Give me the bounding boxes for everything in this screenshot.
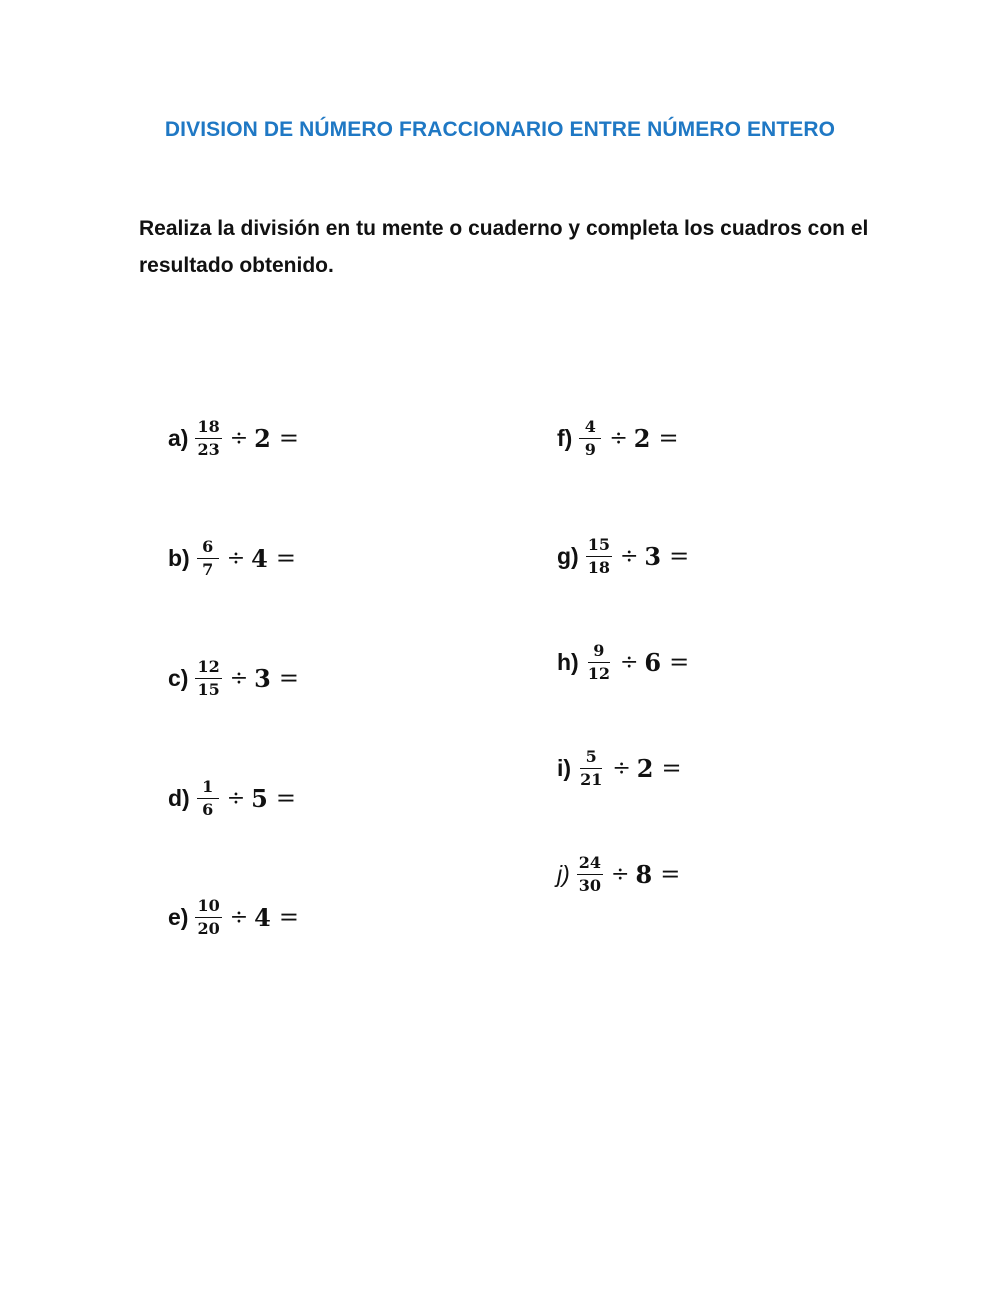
equals-sign: =	[658, 424, 679, 452]
fraction	[586, 535, 612, 577]
equals-sign: =	[660, 860, 681, 888]
problem-label: i)	[557, 754, 572, 781]
divisor: 2	[636, 753, 654, 783]
problem-g	[557, 531, 689, 581]
problem-label: g)	[557, 542, 579, 569]
fraction-numerator: 4	[579, 417, 601, 439]
problem-label: e)	[168, 903, 189, 930]
problem-label: f)	[557, 424, 573, 451]
problem-label: b)	[168, 544, 190, 571]
fraction-denominator: 12	[587, 664, 610, 683]
problem-i	[557, 743, 682, 793]
fraction	[197, 777, 219, 819]
divide-sign: ÷	[226, 785, 246, 811]
divisor: 3	[254, 663, 271, 693]
fraction-denominator: 23	[197, 440, 220, 459]
problem-j	[557, 849, 680, 899]
fraction	[577, 853, 603, 895]
fraction-numerator: 9	[588, 641, 610, 663]
divisor: 8	[635, 859, 653, 889]
fraction	[586, 641, 612, 683]
problem-label: d)	[168, 784, 190, 811]
problem-label: h)	[557, 648, 579, 675]
equals-sign: =	[669, 542, 690, 570]
divide-sign: ÷	[619, 543, 639, 569]
equals-sign: =	[661, 754, 682, 782]
fraction	[195, 896, 221, 938]
divide-sign: ÷	[609, 425, 628, 451]
equals-sign: =	[278, 903, 299, 931]
divisor: 4	[251, 543, 268, 573]
problem-e	[168, 892, 299, 942]
equals-sign: =	[669, 648, 690, 676]
fraction	[195, 657, 221, 699]
problem-a	[168, 413, 299, 463]
fraction-numerator: 18	[195, 417, 221, 439]
divide-sign: ÷	[229, 904, 249, 930]
worksheet-title: DIVISION DE NÚMERO FRACCIONARIO ENTRE NÚMERO ENTERO	[164, 118, 836, 141]
problem-d	[168, 773, 296, 823]
divisor: 4	[254, 902, 271, 932]
problem-c	[168, 653, 299, 703]
equals-sign: =	[278, 664, 299, 692]
divide-sign: ÷	[619, 649, 639, 675]
problem-f	[557, 413, 679, 463]
problem-h	[557, 637, 689, 687]
fraction-denominator: 20	[197, 919, 220, 938]
fraction	[197, 537, 219, 579]
problem-label: c)	[168, 664, 189, 691]
problem-label: a)	[168, 424, 189, 451]
fraction-numerator: 5	[580, 747, 602, 769]
divide-sign: ÷	[611, 861, 630, 887]
equals-sign: =	[278, 424, 299, 452]
fraction-numerator: 12	[195, 657, 221, 679]
divide-sign: ÷	[612, 755, 631, 781]
fraction-denominator: 9	[584, 440, 596, 459]
fraction-denominator: 6	[202, 800, 214, 819]
fraction-numerator: 1	[197, 777, 219, 799]
divide-sign: ÷	[229, 665, 249, 691]
fraction-numerator: 24	[577, 853, 603, 875]
divisor: 2	[254, 423, 271, 453]
fraction	[195, 417, 221, 459]
fraction-denominator: 7	[202, 560, 214, 579]
fraction-denominator: 15	[197, 680, 220, 699]
fraction-numerator: 15	[586, 535, 612, 557]
fraction-denominator: 21	[580, 770, 603, 789]
problem-label: j)	[557, 860, 570, 887]
divisor: 3	[644, 541, 662, 571]
divisor: 5	[251, 783, 268, 813]
fraction	[579, 417, 601, 459]
instructions-text: Realiza la división en tu mente o cuaderno y completa los cuadros con el resultado obtenido.	[139, 217, 869, 277]
fraction-denominator: 18	[587, 558, 610, 577]
equals-sign: =	[275, 784, 296, 812]
divisor: 6	[644, 647, 662, 677]
fraction-denominator: 30	[578, 876, 602, 895]
problem-b	[168, 533, 296, 583]
fraction-numerator: 6	[197, 537, 219, 559]
divisor: 2	[633, 423, 651, 453]
equals-sign: =	[275, 544, 296, 572]
fraction-numerator: 10	[195, 896, 221, 918]
fraction	[578, 747, 604, 789]
divide-sign: ÷	[226, 545, 246, 571]
divide-sign: ÷	[229, 425, 249, 451]
